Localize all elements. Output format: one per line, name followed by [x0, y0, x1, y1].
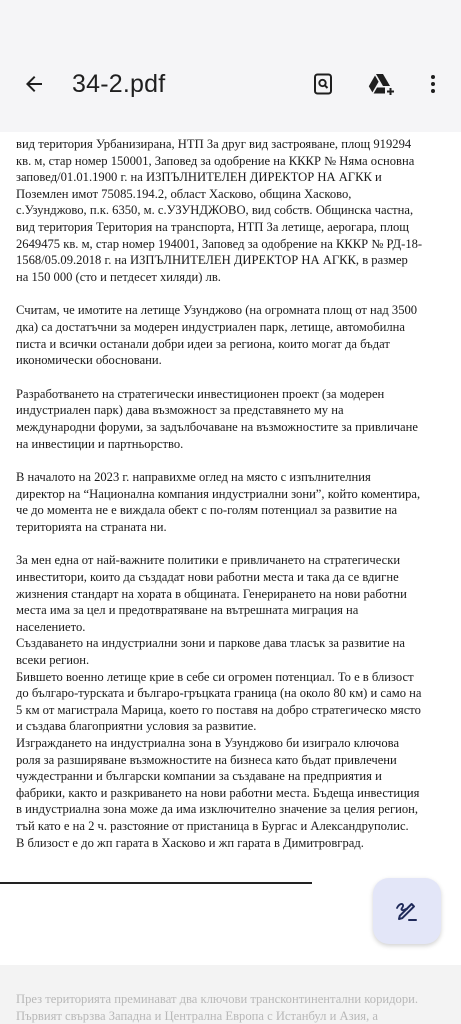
next-page-preview — [0, 965, 461, 1024]
search-in-document-button[interactable] — [305, 66, 341, 102]
page-divider-line — [0, 882, 312, 884]
document-paragraph: В началото на 2023 г. направихме оглед на място с изпълнителния директор на “Национална компания индустриални зони”, който коментира, че до момента не е виждала обект с по-голям потенциал за развитие на територията на страната ни. — [16, 470, 421, 534]
drive-add-icon — [367, 71, 395, 97]
edit-annotate-icon — [394, 898, 420, 924]
save-to-drive-button[interactable] — [363, 66, 399, 102]
document-paragraph: Разработването на стратегически инвестиционен проект (за модерен индустриален парк) дава възможност за представянето му на международни форуми, за задълбочаване на възможностите за привличане на инвестиции и партньорство. — [16, 386, 418, 451]
more-vert-icon — [421, 72, 445, 96]
app-toolbar — [0, 0, 461, 132]
arrow-back-icon — [22, 72, 46, 96]
document-paragraph: Считам, че имотите на летище Узунджово (на огромната площ от над 3500 дка) са достатъчни за модерен индустриален парк, летище, автомобилна писта и всички останали добри идеи за региона, които могат да бъдат икономически обосновани. — [16, 303, 418, 368]
document-paragraph: вид територия Урбанизирана, НТП За друг вид застрояване, площ 919294 кв. м, стар номер 150001, Заповед за одобрение на КККР № Няма основна заповед/01.01.1900 г. на ИЗПЪЛНИТЕЛЕН ДИРЕКТОР НА АГКК и Поземлен имот 75085.194.2, област Хасково, община Хасково, с.Узунджово, п.к. 6350, м. с.УЗУНДЖОВО, вид собств. Общинска частна, вид територия Територия на транспорта, НТП За летище, аерогара, площ 2649475 кв. м, стар номер 194001, Заповед за одобрение на КККР № РД-18- 1568/05.09.2018 г. на ИЗПЪЛНИТЕЛЕН ДИРЕКТОР НА АГКК, в размер на 150 000 (сто и петдесет хиляди) лв. — [16, 137, 423, 284]
next-page-text: През територията преминават два ключови трансконтинентални коридори. Първият свързва Западна и Централна Европа с Истанбул и Азия, а — [16, 992, 419, 1023]
doc-search-icon — [311, 72, 335, 96]
pdf-page-content — [16, 136, 456, 851]
back-button[interactable] — [16, 66, 52, 102]
annotate-fab-button[interactable] — [373, 878, 441, 944]
document-paragraph: За мен една от най-важните политики е привличането на стратегически инвеститори, които да създадат нови работни места и така да се вдигне жизнения стандарт на хората в общината. Генерирането на нови работни места има за цел и предотвратяване на вътрешната миграция на населението. Създаването на индустриални зони и паркове дава тласък за развитие на всеки регион. Бившето военно летище крие в себе си огромен потенциал. То е в близост до българо-турската и българо-гръцката граница (на около 80 км) и само на 5 км от магистрала Марица, което го поставя на добро стратегическо място и създава благоприятни условия за развитие. Изграждането на индустриална зона в Узунджово би изиграло ключова роля за разширяване възможностите на бизнеса като бъдат привлечени чуждестранни и български компании за създаване на предприятия и фабрики, както и разкриването на нови работни места. Бъдеща инвестиция в индустриална зона може да има изключително значение за целия регион, тъй като е на 2 ч. разстояние от пристаница в Бургас и Александруполис. В близост е до жп гарата в Хасково и жп гарата в Димитровград. — [16, 553, 422, 850]
more-options-button[interactable] — [415, 66, 451, 102]
document-title: 34-2.pdf — [72, 70, 166, 98]
